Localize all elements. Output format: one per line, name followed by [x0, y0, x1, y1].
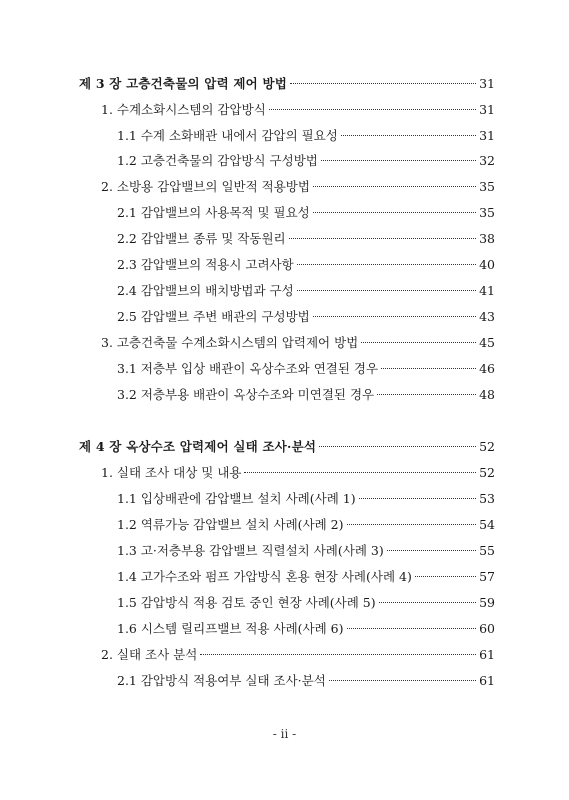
dot-leader: [341, 135, 476, 136]
toc-entry-title: 1.1 수계 소화배관 내에서 감압의 필요성: [117, 128, 338, 143]
toc-section-entry[interactable]: [101, 464, 495, 482]
toc-subsection-entry[interactable]: [117, 282, 495, 300]
toc-chapter-entry[interactable]: [79, 75, 495, 93]
dot-leader: [297, 290, 476, 291]
toc-subsection-entry[interactable]: [117, 516, 495, 534]
dot-leader: [297, 264, 476, 265]
toc-entry-page-number: 35: [479, 205, 495, 220]
dot-leader: [415, 576, 476, 577]
toc-entry-page-number: 31: [479, 102, 495, 117]
dot-leader: [313, 316, 476, 317]
toc-entry-title: 1.2 역류가능 감압밸브 설치 사례(사례 2): [117, 517, 344, 532]
toc-entry-page-number: 43: [479, 309, 495, 324]
toc-subsection-entry[interactable]: [117, 152, 495, 170]
toc-entry-title: 1.6 시스템 릴리프밸브 적용 사례(사례 6): [117, 621, 344, 636]
toc-subsection-entry[interactable]: [117, 490, 495, 508]
toc-subsection-entry[interactable]: [117, 127, 495, 145]
dot-leader: [381, 368, 476, 369]
dot-leader: [289, 238, 476, 239]
toc-entry-title: 3.1 저층부 입상 배관이 옥상수조와 연결된 경우: [117, 361, 379, 376]
toc-subsection-entry[interactable]: [117, 360, 495, 378]
toc-entry-title: 2.5 감압밸브 주변 배관의 구성방법: [117, 309, 310, 324]
toc-entry-title: 3.2 저층부용 배관이 옥상수조와 미연결된 경우: [117, 387, 375, 402]
toc-entry-page-number: 54: [479, 517, 495, 532]
toc-entry-page-number: 61: [479, 673, 495, 688]
toc-entry-page-number: 32: [479, 153, 495, 168]
toc-subsection-entry[interactable]: [117, 386, 495, 404]
toc-subsection-entry[interactable]: [117, 308, 495, 326]
toc-entry-page-number: 48: [479, 387, 495, 402]
dot-leader: [379, 602, 476, 603]
dot-leader: [359, 498, 477, 499]
toc-entry-title: 2.2 감압밸브 종류 및 작동원리: [117, 231, 286, 246]
dot-leader: [313, 186, 476, 187]
dot-leader: [319, 446, 476, 447]
toc-subsection-entry[interactable]: [117, 256, 495, 274]
toc-subsection-entry[interactable]: [117, 230, 495, 248]
toc-entry-page-number: 40: [479, 257, 495, 272]
toc-entry-title: 1. 수계소화시스템의 감압방식: [101, 102, 266, 117]
toc-subsection-entry[interactable]: [117, 568, 495, 586]
toc-entry-page-number: 55: [479, 543, 495, 558]
toc-entry-title: 제 3 장 고층건축물의 압력 제어 방법: [79, 76, 288, 91]
toc-entry-title: 2.3 감압밸브의 적용시 고려사항: [117, 257, 294, 272]
toc-entry-page-number: 60: [479, 621, 495, 636]
toc-subsection-entry[interactable]: [117, 620, 495, 638]
toc-subsection-entry[interactable]: [117, 542, 495, 560]
dot-leader: [200, 654, 476, 655]
toc-entry-title: 1.1 입상배관에 감압밸브 설치 사례(사례 1): [117, 491, 356, 506]
toc-entry-title: 2.1 감압방식 적용여부 실태 조사·분석: [117, 673, 326, 688]
toc-entry-page-number: 31: [479, 76, 495, 91]
toc-entry-page-number: 38: [479, 231, 495, 246]
toc-subsection-entry[interactable]: [117, 672, 495, 690]
dot-leader: [377, 394, 476, 395]
toc-entry-title: 1. 실태 조사 대상 및 내용: [101, 465, 242, 480]
dot-leader: [269, 109, 476, 110]
dot-leader: [387, 550, 476, 551]
toc-entry-page-number: 52: [479, 465, 495, 480]
dot-leader: [347, 628, 477, 629]
dot-leader: [244, 472, 476, 473]
toc-section-entry[interactable]: [101, 646, 495, 664]
toc-entry-page-number: 31: [479, 128, 495, 143]
toc-entry-title: 제 4 장 옥상수조 압력제어 실태 조사·분석: [79, 439, 317, 454]
toc-entry-title: 1.3 고·저층부용 감압밸브 직렬설치 사례(사례 3): [117, 543, 384, 558]
toc-subsection-entry[interactable]: [117, 594, 495, 612]
toc-entry-page-number: 45: [479, 335, 495, 350]
toc-entry-page-number: 61: [479, 647, 495, 662]
toc-entry-title: 1.5 감압방식 적용 검토 중인 현장 사례(사례 5): [117, 595, 376, 610]
toc-section-entry[interactable]: [101, 178, 495, 196]
toc-entry-title: 1.2 고층건축물의 감압방식 구성방법: [117, 153, 318, 168]
toc-section-entry[interactable]: [101, 334, 495, 352]
toc-entry-page-number: 53: [479, 491, 495, 506]
dot-leader: [290, 83, 476, 84]
toc-entry-title: 2.4 감압밸브의 배치방법과 구성: [117, 283, 294, 298]
toc-entry-page-number: 57: [479, 569, 495, 584]
toc-entry-page-number: 35: [479, 179, 495, 194]
toc-entry-title: 2. 소방용 감압밸브의 일반적 적용방법: [101, 179, 310, 194]
dot-leader: [313, 212, 476, 213]
toc-section-entry[interactable]: [101, 101, 495, 119]
page-number-footer: - ii -: [272, 727, 297, 741]
toc-entry-title: 2. 실태 조사 분석: [101, 647, 198, 662]
toc-entry-page-number: 41: [479, 283, 495, 298]
dot-leader: [361, 342, 476, 343]
dot-leader: [329, 680, 476, 681]
toc-entry-page-number: 46: [479, 361, 495, 376]
toc-entry-page-number: 52: [479, 439, 495, 454]
toc-entry-title: 2.1 감압밸브의 사용목적 및 필요성: [117, 205, 310, 220]
toc-chapter-entry[interactable]: [79, 438, 495, 456]
toc-entry-title: 3. 고층건축물 수계소화시스템의 압력제어 방법: [101, 335, 359, 350]
toc-subsection-entry[interactable]: [117, 204, 495, 222]
toc-entry-title: 1.4 고가수조와 펌프 가압방식 혼용 현장 사례(사례 4): [117, 569, 412, 584]
dot-leader: [347, 524, 477, 525]
dot-leader: [321, 160, 476, 161]
toc-entry-page-number: 59: [479, 595, 495, 610]
